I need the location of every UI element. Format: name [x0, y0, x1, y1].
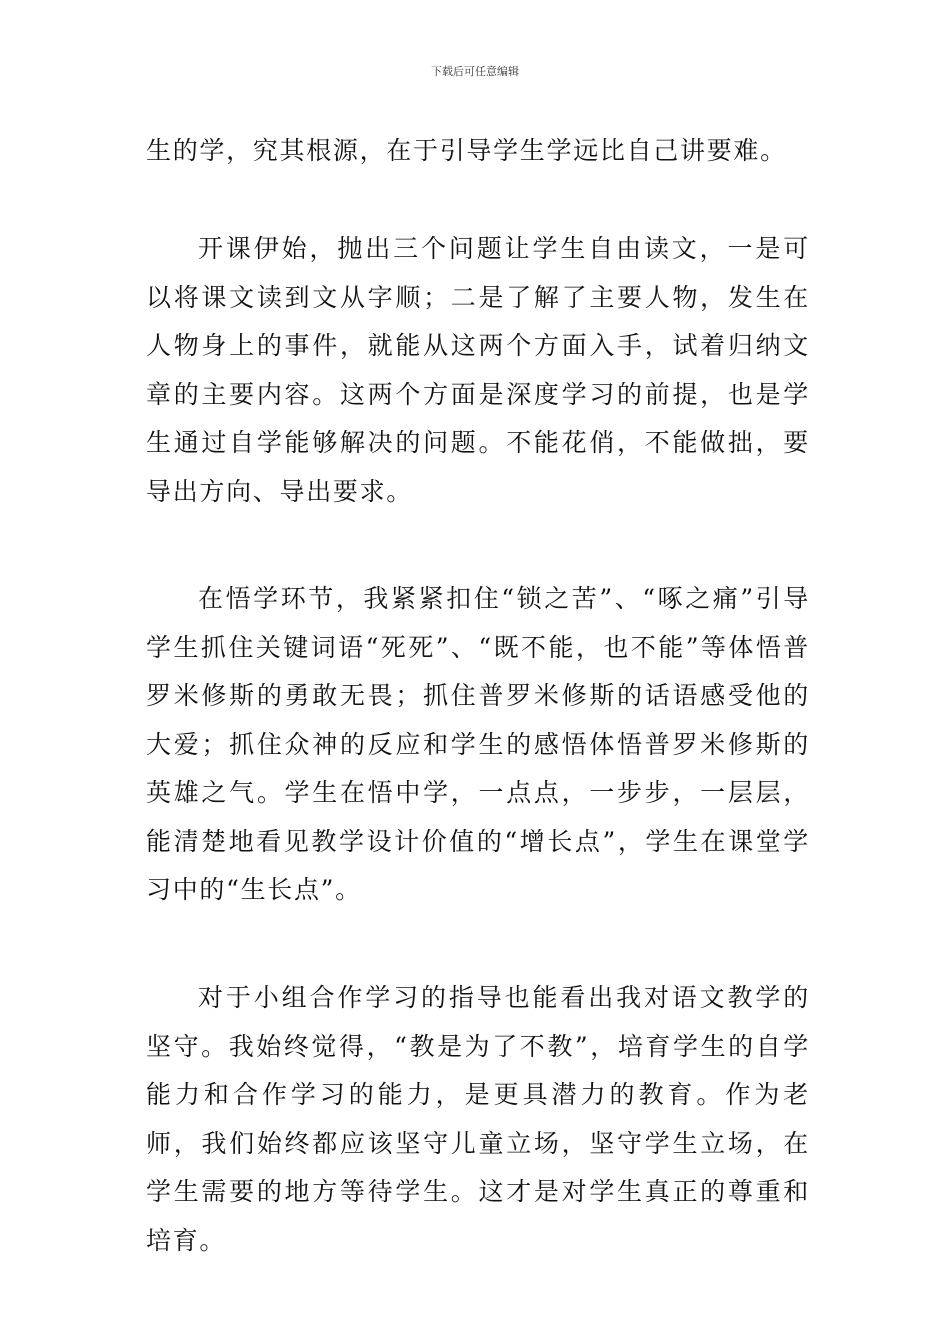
page-header: 下载后可任意编辑: [431, 65, 519, 78]
paragraph-text: 开课伊始，抛出三个问题让学生自由读文，一是可以将课文读到文从字顺；二是了解了主要人物，发生在人物身上的事件，就能从这两个方面入手，试着归纳文章的主要内容。这两个方面是深度学习的前提，也是学生通过自学能够解决的问题。不能花俏，不能做拙，要导出方向、导出要求。: [146, 234, 810, 506]
paragraph-text: 生的学，究其根源，在于引导学生学远比自己讲要难。: [146, 136, 787, 165]
paragraph-group-work: [146, 974, 810, 1265]
paragraph-text: 对于小组合作学习的指导也能看出我对语文教学的坚守。我始终觉得，“教是为了不教”，培育学生的自学能力和合作学习的能力，是更具潜力的教育。作为老师，我们始终都应该坚守儿童立场，坚守学生立场，在学生需要的地方等待学生。这才是对学生真正的尊重和培育。: [146, 983, 810, 1255]
paragraph-opening: [146, 225, 810, 516]
paragraph-continued: [146, 127, 810, 176]
paragraph-understanding: [146, 575, 810, 915]
paragraph-text: 在悟学环节，我紧紧扣住“锁之苦”、“啄之痛”引导学生抓住关键词语“死死”、“既不能，也不能”等体悟普罗米修斯的勇敢无畏；抓住普罗米修斯的话语感受他的大爱；抓住众神的反应和学生的感悟体悟普罗米修斯的英雄之气。学生在悟中学，一点点，一步步，一层层，能清楚地看见教学设计价值的“增长点”，学生在课堂学习中的“生长点”。: [146, 584, 810, 904]
